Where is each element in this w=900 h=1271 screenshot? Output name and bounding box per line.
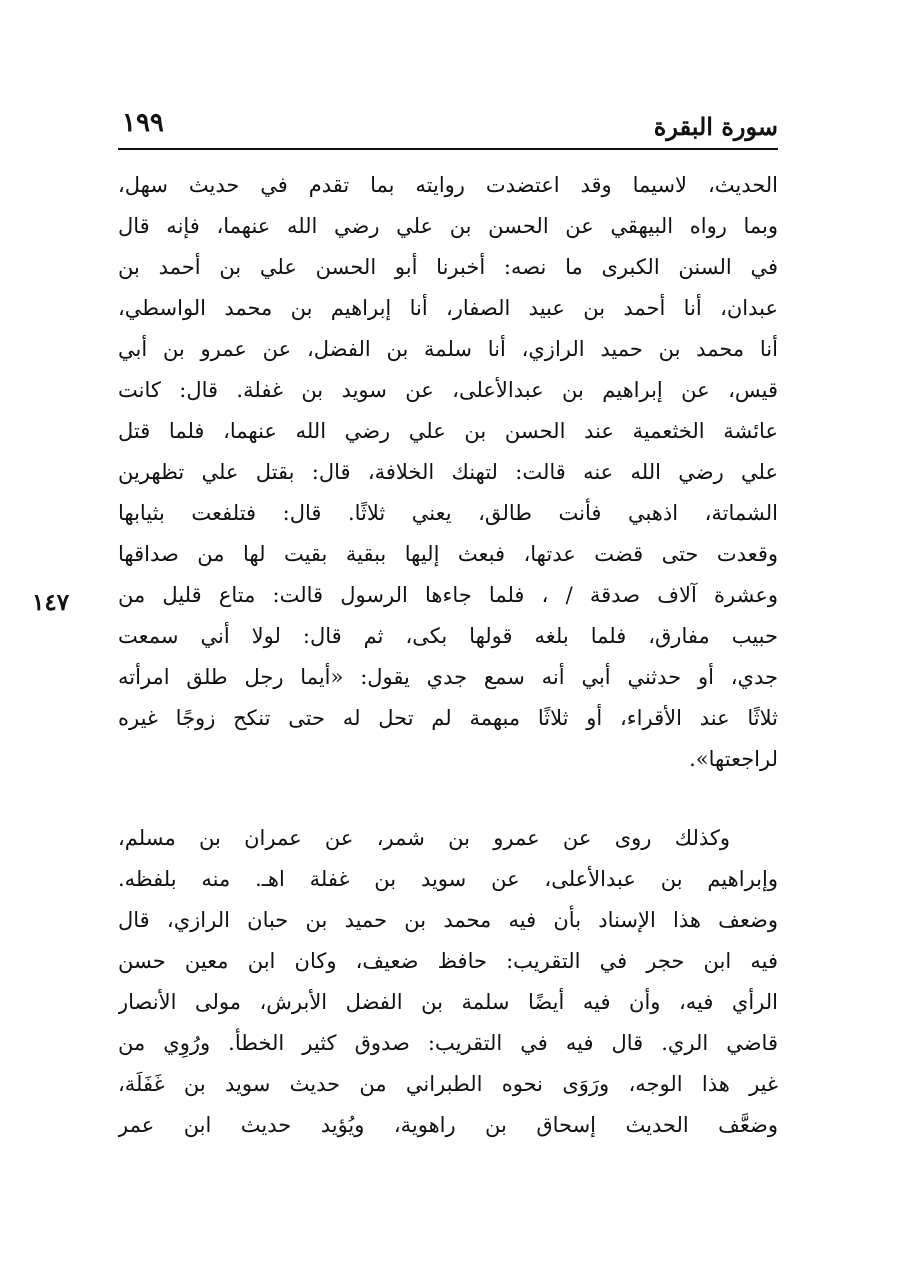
surah-title: سورة البقرة xyxy=(653,112,778,141)
text-line: الشماتة، اذهبي فأنت طالق، يعني ثلاثًا. قال: فتلفعت بثيابها xyxy=(118,501,778,525)
text-line: عبدان، أنا أحمد بن عبيد الصفار، أنا إبراهيم بن محمد الواسطي، xyxy=(118,296,778,320)
text-line: ثلاثًا عند الأقراء، أو ثلاثًا مبهمة لم تحل له حتى تنكح زوجًا غيره xyxy=(118,706,778,730)
header-divider xyxy=(118,148,778,150)
text-line: الرأي فيه، وأن فيه أيضًا سلمة بن الفضل الأبرش، مولى الأنصار xyxy=(118,990,778,1014)
text-line: قيس، عن إبراهيم بن عبدالأعلى، عن سويد بن غفلة. قال: كانت xyxy=(118,378,778,402)
text-line: علي رضي الله عنه قالت: لتهنك الخلافة، قال: بقتل علي تظهرين xyxy=(118,460,778,484)
text-line: غير هذا الوجه، ورَوَى نحوه الطبراني من حديث سويد بن غَفَلَة، xyxy=(118,1072,778,1096)
page-header xyxy=(118,108,778,148)
text-line: وضعف هذا الإسناد بأن فيه محمد بن حميد بن حبان الرازي، قال xyxy=(118,908,778,932)
text-line: وقعدت حتى قضت عدتها، فبعث إليها ببقية بقيت لها من صداقها xyxy=(118,542,778,566)
text-line: قاضي الري. قال فيه في التقريب: صدوق كثير الخطأ. ورُوِي من xyxy=(118,1031,778,1055)
text-line: أنا محمد بن حميد الرازي، أنا سلمة بن الفضل، عن عمرو بن أبي xyxy=(118,337,778,361)
text-line: لراجعتها». xyxy=(689,747,778,771)
text-line: فيه ابن حجر في التقريب: حافظ ضعيف، وكان ابن معين حسن xyxy=(118,949,778,973)
text-line: في السنن الكبرى ما نصه: أخبرنا أبو الحسن علي بن أحمد بن xyxy=(118,255,778,279)
text-line: وإبراهيم بن عبدالأعلى، عن سويد بن غفلة اهـ. منه بلفظه. xyxy=(118,867,778,891)
text-line: عائشة الخثعمية عند الحسن بن علي رضي الله عنهما، فلما قتل xyxy=(118,419,778,443)
text-line: وعشرة آلاف صدقة / ، فلما جاءها الرسول قالت: متاع قليل من xyxy=(118,583,778,607)
margin-page-reference: ١٤٧ xyxy=(32,589,70,616)
paragraph-2 xyxy=(118,818,778,1146)
text-line: وضعَّف الحديث إسحاق بن راهوية، ويُؤيد حديث ابن عمر xyxy=(118,1113,778,1137)
text-line: وكذلك روى عن عمرو بن شمر، عن عمران بن مسلم، xyxy=(118,826,730,850)
paragraph-1 xyxy=(118,165,778,780)
page-number: ١٩٩ xyxy=(122,108,164,138)
text-line: حبيب مفارق، فلما بلغه قولها بكى، ثم قال: لولا أني سمعت xyxy=(118,624,778,648)
text-line: الحديث، لاسيما وقد اعتضدت روايته بما تقدم في حديث سهل، xyxy=(118,173,778,197)
text-line: جدي، أو حدثني أبي أنه سمع جدي يقول: «أيما رجل طلق امرأته xyxy=(118,665,778,689)
text-line: وبما رواه البيهقي عن الحسن بن علي رضي الله عنهما، فإنه قال xyxy=(118,214,778,238)
